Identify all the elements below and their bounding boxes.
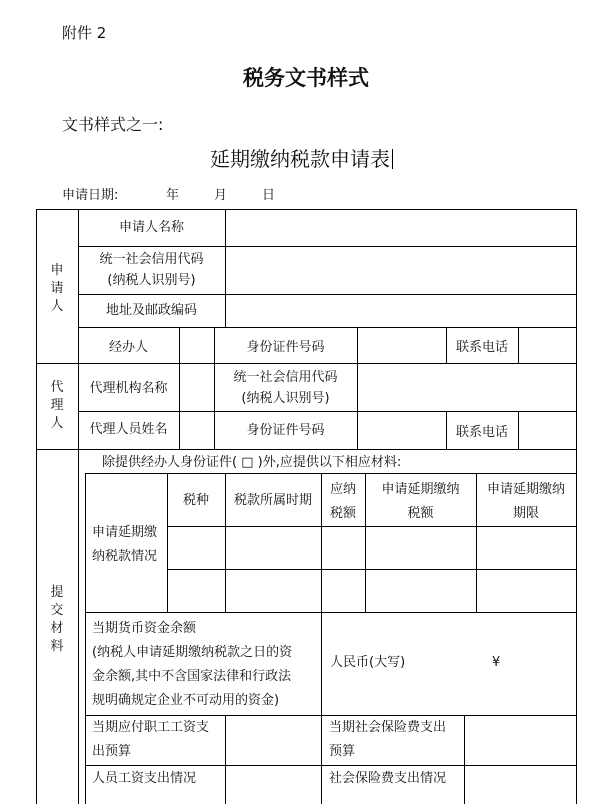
applicant-credit-code-label: 统一社会信用代码 (纳税人识别号) bbox=[99, 252, 204, 288]
deferral-row-2-period[interactable] bbox=[226, 570, 321, 612]
date-month-label: 月 bbox=[214, 188, 228, 203]
social-insurance-budget-label: 当期社会保险费支出 预算 bbox=[329, 720, 447, 759]
column-header-deferral-amount: 申请延期缴纳 税额 bbox=[381, 482, 460, 521]
applicant-credit-code-field[interactable] bbox=[226, 247, 576, 294]
agent-person-name-label: 代理人员姓名 bbox=[89, 422, 168, 437]
deferral-situation-label: 申请延期缴 纳税款情况 bbox=[92, 525, 158, 564]
column-header-payable: 应纳 税额 bbox=[329, 482, 356, 521]
id-document-checkbox[interactable] bbox=[252, 456, 266, 472]
social-insurance-actual-field[interactable] bbox=[465, 766, 576, 804]
applicant-phone-field[interactable] bbox=[519, 328, 576, 363]
materials-section-label: 提 交 材 料 bbox=[50, 585, 64, 654]
deferral-row-2-payable[interactable] bbox=[322, 570, 365, 612]
deferral-row-1-period[interactable] bbox=[226, 527, 321, 569]
document-title: 税务文书样式 bbox=[243, 65, 369, 90]
cash-balance-field[interactable] bbox=[430, 614, 576, 714]
attachment-label: 附件 2 bbox=[62, 24, 107, 42]
form-title-text: 延期缴纳税款申请表 bbox=[210, 147, 390, 171]
column-header-deferral-term: 申请延期缴纳 期限 bbox=[486, 482, 565, 521]
applicant-phone-label: 联系电话 bbox=[455, 340, 508, 355]
deferral-row-1-amount[interactable] bbox=[366, 527, 476, 569]
column-header-tax-type: 税种 bbox=[182, 493, 209, 508]
table-border-left bbox=[36, 209, 37, 804]
deferral-row-1-term[interactable] bbox=[477, 527, 576, 569]
wage-budget-field[interactable] bbox=[226, 716, 321, 765]
form-series-label: 文书样式之一: bbox=[62, 115, 164, 134]
cash-balance-label: 当期货币资金余额 (纳税人申请延期缴纳税款之日的资 金余额,其中不含国家法律和行政法 规明确规定企业不可动用的资金) bbox=[92, 621, 293, 708]
text-cursor bbox=[392, 149, 393, 169]
application-date-label: 申请日期: bbox=[62, 188, 119, 203]
social-insurance-budget-field[interactable] bbox=[465, 716, 576, 765]
wage-budget-label: 当期应付职工工资支 出预算 bbox=[92, 720, 210, 759]
agent-phone-field[interactable] bbox=[519, 412, 576, 449]
agent-section-label: 代 理 人 bbox=[50, 380, 64, 431]
column-header-period: 税款所属时期 bbox=[233, 493, 312, 508]
applicant-section-label: 申 请 人 bbox=[50, 263, 64, 314]
agent-org-name-field[interactable] bbox=[180, 364, 214, 411]
applicant-handler-field[interactable] bbox=[180, 328, 214, 363]
rmb-uppercase-label: 人民币(大写) bbox=[330, 655, 406, 670]
materials-note: 除提供经办人身份证件( □ )外,应提供以下相应材料: bbox=[102, 455, 402, 470]
agent-person-name-field[interactable] bbox=[180, 412, 214, 449]
date-year-label: 年 bbox=[166, 188, 180, 203]
applicant-address-label: 地址及邮政编码 bbox=[105, 303, 197, 318]
section-label-divider bbox=[78, 209, 79, 804]
applicant-id-field[interactable] bbox=[358, 328, 446, 363]
row-divider bbox=[78, 411, 577, 412]
materials-inner-left bbox=[85, 473, 86, 804]
deferral-row-1-tax-type[interactable] bbox=[168, 527, 225, 569]
applicant-address-field[interactable] bbox=[226, 295, 576, 327]
yen-sign: ¥ bbox=[492, 655, 501, 670]
agent-phone-label: 联系电话 bbox=[455, 425, 508, 440]
deferral-row-1-payable[interactable] bbox=[322, 527, 365, 569]
form-title bbox=[210, 143, 393, 172]
applicant-name-field[interactable] bbox=[226, 210, 576, 246]
agent-section-bottom bbox=[36, 449, 577, 450]
applicant-handler-label: 经办人 bbox=[108, 340, 148, 355]
agent-id-field[interactable] bbox=[358, 412, 446, 449]
deferral-row-2-tax-type[interactable] bbox=[168, 570, 225, 612]
row-divider bbox=[85, 612, 577, 613]
row-divider bbox=[78, 327, 577, 328]
social-insurance-actual-label: 社会保险费支出情况 bbox=[329, 771, 447, 786]
agent-credit-code-label: 统一社会信用代码 (纳税人识别号) bbox=[233, 370, 338, 406]
agent-id-label: 身份证件号码 bbox=[246, 423, 325, 438]
deferral-row-2-amount[interactable] bbox=[366, 570, 476, 612]
col-divider bbox=[321, 612, 322, 804]
wage-actual-field[interactable] bbox=[226, 766, 321, 804]
wage-actual-label: 人员工资支出情况 bbox=[92, 771, 197, 786]
applicant-id-label: 身份证件号码 bbox=[246, 340, 325, 355]
agent-credit-code-field[interactable] bbox=[358, 364, 576, 411]
applicant-name-label: 申请人名称 bbox=[118, 220, 184, 235]
deferral-row-2-term[interactable] bbox=[477, 570, 576, 612]
agent-org-name-label: 代理机构名称 bbox=[89, 381, 168, 396]
date-day-label: 日 bbox=[262, 188, 276, 203]
